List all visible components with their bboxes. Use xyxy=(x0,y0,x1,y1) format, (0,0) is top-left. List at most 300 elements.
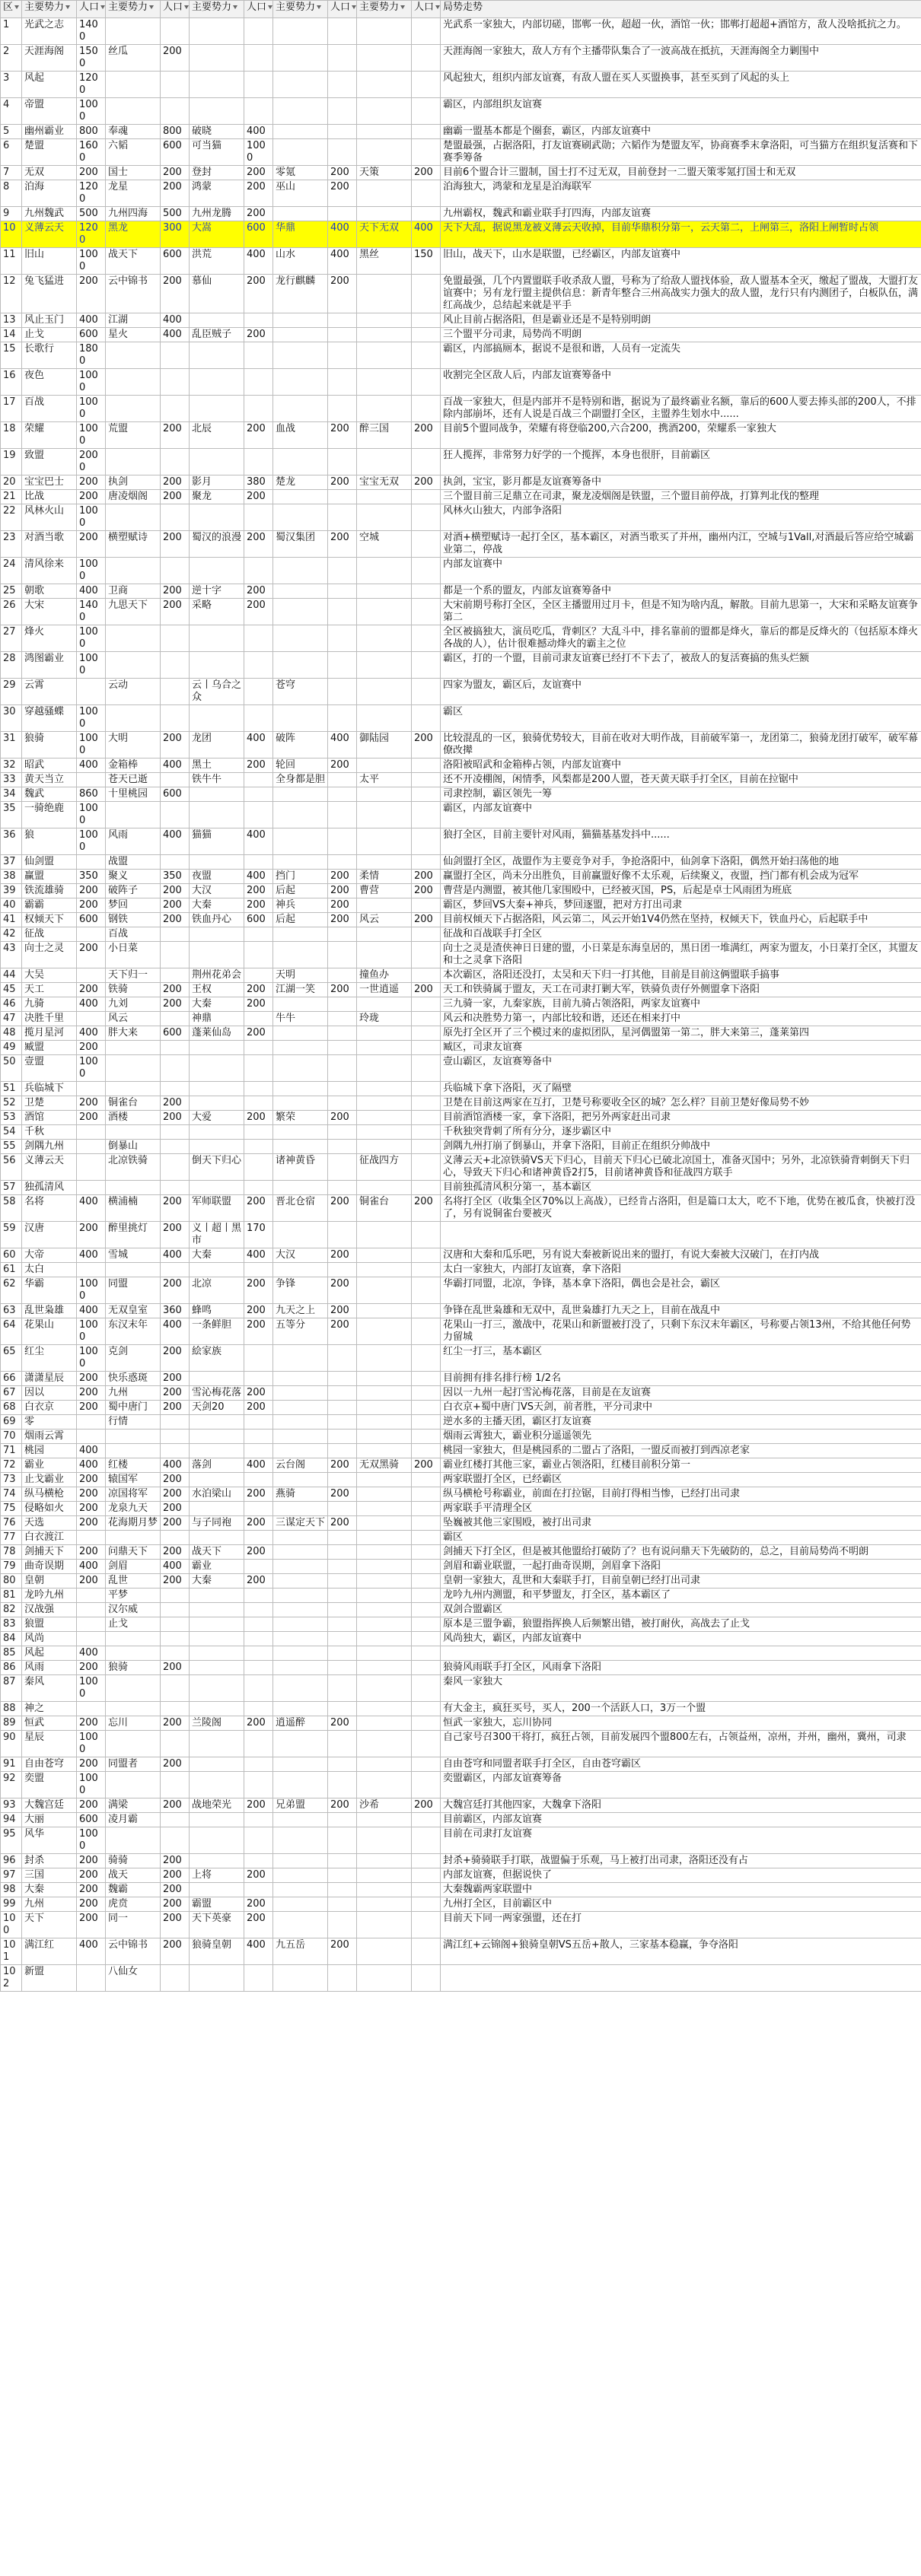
cell-population-4[interactable] xyxy=(328,942,357,968)
cell-population-5[interactable] xyxy=(412,828,441,855)
cell-faction-3[interactable]: 蜀汉的浪漫 xyxy=(190,531,244,558)
cell-region-id[interactable]: 14 xyxy=(1,328,22,342)
cell-population-1[interactable]: 1000 xyxy=(77,652,106,679)
cell-population-5[interactable] xyxy=(412,1082,441,1096)
cell-population-2[interactable] xyxy=(161,1181,190,1195)
cell-population-4[interactable]: 400 xyxy=(328,732,357,758)
cell-faction-2[interactable]: 苍天已逝 xyxy=(106,773,161,787)
cell-population-1[interactable] xyxy=(77,1125,106,1140)
cell-faction-1[interactable]: 铁流雄骑 xyxy=(22,884,77,898)
cell-situation[interactable]: 三个盟目前三足鼎立在司隶，聚龙凌烟阁是铁盟，三个盟目前停战，打算判北伐的整理 xyxy=(441,490,921,504)
cell-population-1[interactable]: 400 xyxy=(77,1248,106,1263)
cell-population-5[interactable] xyxy=(412,1055,441,1082)
cell-faction-1[interactable]: 大秦 xyxy=(22,1883,77,1897)
cell-faction-4[interactable] xyxy=(273,997,328,1012)
cell-faction-3[interactable] xyxy=(190,369,244,396)
cell-faction-1[interactable]: 霸霸 xyxy=(22,898,77,913)
cell-faction-3[interactable] xyxy=(190,558,244,584)
cell-faction-4[interactable] xyxy=(273,1757,328,1772)
cell-faction-4[interactable] xyxy=(273,1897,328,1912)
cell-population-1[interactable] xyxy=(77,773,106,787)
cell-population-1[interactable] xyxy=(77,1617,106,1632)
cell-population-2[interactable] xyxy=(161,1589,190,1603)
cell-faction-5[interactable] xyxy=(357,504,412,531)
cell-population-3[interactable] xyxy=(244,802,273,828)
cell-faction-5[interactable]: 撞鱼办 xyxy=(357,968,412,983)
cell-situation[interactable]: 征战和百战联手打全区 xyxy=(441,927,921,942)
cell-situation[interactable]: 三九骑一家，九秦家族，目前九骑占领洛阳，两家友谊赛中 xyxy=(441,997,921,1012)
cell-faction-2[interactable] xyxy=(106,1675,161,1702)
cell-situation[interactable]: 光武系一家独大，内部切磋，邯郸一伙，超超一伙，酒馆一伙；邯郸打超超+酒馆方，敌人没啥抵抗之力。 xyxy=(441,18,921,45)
cell-faction-5[interactable] xyxy=(357,490,412,504)
cell-faction-1[interactable]: 自由苍穹 xyxy=(22,1757,77,1772)
cell-faction-2[interactable]: 战天 xyxy=(106,1868,161,1883)
cell-population-5[interactable] xyxy=(412,1938,441,1965)
cell-faction-5[interactable] xyxy=(357,1716,412,1731)
cell-population-2[interactable] xyxy=(161,449,190,475)
cell-population-4[interactable] xyxy=(328,1154,357,1181)
cell-situation[interactable]: 大宋前期号称打全区，全区主播盟用过月卡，但是不知为啥内乱，解散。目前九思第一，大宋和采略友谊赛争第二 xyxy=(441,599,921,625)
cell-population-4[interactable] xyxy=(328,1430,357,1444)
cell-faction-3[interactable] xyxy=(190,802,244,828)
cell-faction-1[interactable]: 权倾天下 xyxy=(22,913,77,927)
cell-region-id[interactable]: 95 xyxy=(1,1827,22,1854)
cell-region-id[interactable]: 79 xyxy=(1,1560,22,1574)
cell-region-id[interactable]: 49 xyxy=(1,1041,22,1055)
cell-faction-2[interactable]: 同盟者 xyxy=(106,1757,161,1772)
cell-population-3[interactable]: 200 xyxy=(244,1574,273,1589)
cell-situation[interactable]: 目前权倾天下占据洛阳，风云第二，风云开始1V4仍然在坚持，权倾天下，铁血丹心，后起联手中 xyxy=(441,913,921,927)
cell-population-5[interactable]: 200 xyxy=(412,913,441,927)
cell-population-1[interactable]: 200 xyxy=(77,884,106,898)
cell-population-3[interactable] xyxy=(244,1055,273,1082)
cell-population-4[interactable]: 400 xyxy=(328,221,357,248)
cell-faction-4[interactable] xyxy=(273,1661,328,1675)
cell-faction-5[interactable] xyxy=(357,1386,412,1401)
cell-region-id[interactable]: 23 xyxy=(1,531,22,558)
cell-population-3[interactable] xyxy=(244,558,273,584)
cell-faction-5[interactable] xyxy=(357,98,412,125)
cell-population-5[interactable] xyxy=(412,1304,441,1318)
cell-faction-4[interactable]: 争锋 xyxy=(273,1277,328,1304)
cell-population-3[interactable] xyxy=(244,1632,273,1646)
cell-faction-1[interactable]: 泊海 xyxy=(22,180,77,207)
cell-situation[interactable]: 百战一家独大，但是内部并不是特别和谐，据说为了最终霸业名额，靠后的600人要去捧头部的200人，不排除内部崩坏，还有人说是百战三个副盟打全区，主盟养生划水中...... xyxy=(441,396,921,422)
cell-faction-5[interactable] xyxy=(357,1545,412,1560)
cell-population-3[interactable] xyxy=(244,1813,273,1827)
cell-faction-5[interactable] xyxy=(357,1082,412,1096)
cell-population-4[interactable]: 200 xyxy=(328,1277,357,1304)
cell-situation[interactable]: 天下大乱，据说黑龙被义薄云天收掉，目前华鼎积分第一，云天第二，上闸第三，洛阳上闸暂时占领 xyxy=(441,221,921,248)
cell-population-2[interactable] xyxy=(161,968,190,983)
cell-faction-2[interactable]: 红楼 xyxy=(106,1458,161,1473)
cell-faction-1[interactable]: 风止玉门 xyxy=(22,313,77,328)
cell-faction-2[interactable]: 九思天下 xyxy=(106,599,161,625)
cell-faction-1[interactable]: 臧盟 xyxy=(22,1041,77,1055)
cell-population-5[interactable] xyxy=(412,1222,441,1248)
cell-region-id[interactable]: 9 xyxy=(1,207,22,221)
cell-population-3[interactable] xyxy=(244,45,273,72)
cell-faction-3[interactable]: 兰陵阁 xyxy=(190,1716,244,1731)
cell-faction-3[interactable] xyxy=(190,1965,244,1992)
header-cell-population-3[interactable]: 人口 xyxy=(244,1,273,18)
cell-faction-2[interactable]: 小日菜 xyxy=(106,942,161,968)
cell-population-1[interactable]: 400 xyxy=(77,1304,106,1318)
cell-population-3[interactable] xyxy=(244,942,273,968)
cell-faction-3[interactable] xyxy=(190,1675,244,1702)
cell-population-5[interactable] xyxy=(412,207,441,221)
cell-faction-2[interactable]: 卫商 xyxy=(106,584,161,599)
cell-faction-2[interactable]: 百战 xyxy=(106,927,161,942)
cell-faction-2[interactable]: 同盟 xyxy=(106,1277,161,1304)
cell-population-5[interactable] xyxy=(412,1012,441,1026)
cell-faction-5[interactable] xyxy=(357,1415,412,1430)
cell-situation[interactable]: 风起独大，组织内部友谊赛，有敌人盟在买人买盟换事，甚至买到了风起的头上 xyxy=(441,72,921,98)
cell-population-3[interactable]: 200 xyxy=(244,1516,273,1531)
cell-situation[interactable]: 四家为盟友，霸区后，友谊赛中 xyxy=(441,679,921,705)
cell-region-id[interactable]: 6 xyxy=(1,139,22,166)
cell-faction-3[interactable] xyxy=(190,942,244,968)
cell-population-5[interactable] xyxy=(412,1277,441,1304)
cell-population-2[interactable] xyxy=(161,1055,190,1082)
cell-faction-1[interactable]: 魏武 xyxy=(22,787,77,802)
cell-population-3[interactable] xyxy=(244,1041,273,1055)
cell-population-2[interactable]: 400 xyxy=(161,1318,190,1345)
cell-faction-1[interactable]: 新盟 xyxy=(22,1965,77,1992)
cell-population-1[interactable]: 400 xyxy=(77,1560,106,1574)
cell-population-1[interactable]: 1500 xyxy=(77,45,106,72)
cell-situation[interactable]: 狂人揽挥，非常努力好学的一个揽挥，本身也很肝，目前霸区 xyxy=(441,449,921,475)
cell-faction-1[interactable]: 乱世枭雄 xyxy=(22,1304,77,1318)
cell-faction-2[interactable]: 丝瓜 xyxy=(106,45,161,72)
cell-faction-5[interactable] xyxy=(357,1055,412,1082)
filter-dropdown-icon[interactable] xyxy=(65,5,70,9)
cell-situation[interactable]: 秦风一家独大 xyxy=(441,1675,921,1702)
cell-faction-5[interactable] xyxy=(357,1345,412,1372)
cell-region-id[interactable]: 92 xyxy=(1,1772,22,1798)
cell-population-1[interactable]: 1000 xyxy=(77,369,106,396)
cell-faction-5[interactable] xyxy=(357,1675,412,1702)
cell-region-id[interactable]: 89 xyxy=(1,1716,22,1731)
cell-faction-5[interactable]: 铜雀台 xyxy=(357,1195,412,1222)
cell-population-2[interactable]: 200 xyxy=(161,1545,190,1560)
cell-faction-1[interactable]: 帝盟 xyxy=(22,98,77,125)
cell-faction-4[interactable] xyxy=(273,1415,328,1430)
cell-situation[interactable]: 霸区，内部友谊赛中 xyxy=(441,802,921,828)
cell-faction-3[interactable] xyxy=(190,1415,244,1430)
cell-faction-5[interactable] xyxy=(357,1111,412,1125)
cell-population-5[interactable] xyxy=(412,1675,441,1702)
cell-population-2[interactable] xyxy=(161,1617,190,1632)
cell-population-4[interactable]: 200 xyxy=(328,475,357,490)
cell-population-3[interactable]: 400 xyxy=(244,248,273,275)
cell-faction-1[interactable]: 夜色 xyxy=(22,369,77,396)
cell-faction-2[interactable] xyxy=(106,504,161,531)
cell-faction-3[interactable] xyxy=(190,1589,244,1603)
cell-population-5[interactable] xyxy=(412,1632,441,1646)
cell-population-1[interactable]: 200 xyxy=(77,275,106,313)
cell-faction-3[interactable]: 神鼎 xyxy=(190,1012,244,1026)
cell-faction-1[interactable]: 烽火 xyxy=(22,625,77,652)
cell-region-id[interactable]: 101 xyxy=(1,1938,22,1965)
cell-region-id[interactable]: 24 xyxy=(1,558,22,584)
cell-faction-5[interactable] xyxy=(357,1868,412,1883)
cell-faction-4[interactable] xyxy=(273,1096,328,1111)
cell-situation[interactable]: 目前酒馆酒楼一家，拿下洛阳，把另外两家赶出司隶 xyxy=(441,1111,921,1125)
cell-population-3[interactable] xyxy=(244,1854,273,1868)
cell-population-1[interactable]: 200 xyxy=(77,1111,106,1125)
cell-population-4[interactable] xyxy=(328,369,357,396)
cell-faction-4[interactable] xyxy=(273,1965,328,1992)
cell-situation[interactable]: 泊海独大，鸿蒙和龙星是泊海联军 xyxy=(441,180,921,207)
cell-region-id[interactable]: 19 xyxy=(1,449,22,475)
cell-population-4[interactable] xyxy=(328,599,357,625)
cell-faction-2[interactable]: 花海期月梦 xyxy=(106,1516,161,1531)
cell-faction-4[interactable] xyxy=(273,1531,328,1545)
cell-population-4[interactable]: 200 xyxy=(328,531,357,558)
cell-population-3[interactable] xyxy=(244,927,273,942)
cell-region-id[interactable]: 65 xyxy=(1,1345,22,1372)
cell-population-2[interactable]: 200 xyxy=(161,584,190,599)
cell-region-id[interactable]: 91 xyxy=(1,1757,22,1772)
cell-population-4[interactable]: 200 xyxy=(328,1111,357,1125)
cell-population-4[interactable] xyxy=(328,449,357,475)
cell-situation[interactable]: 目前5个盟同战争，荣耀有将登临200,六合200，携酒200，荣耀系一家独大 xyxy=(441,422,921,449)
cell-population-4[interactable]: 200 xyxy=(328,1938,357,1965)
cell-population-3[interactable] xyxy=(244,1125,273,1140)
cell-faction-1[interactable]: 封杀 xyxy=(22,1854,77,1868)
cell-situation[interactable]: 比较混乱的一区，狼骑优势较大，目前在收对大明作战，目前破军第一，龙团第二，狼骑龙团打破军，破军幕僚改撵 xyxy=(441,732,921,758)
cell-faction-5[interactable] xyxy=(357,1661,412,1675)
cell-population-5[interactable] xyxy=(412,180,441,207)
cell-faction-1[interactable]: 皇朝 xyxy=(22,1574,77,1589)
cell-region-id[interactable]: 35 xyxy=(1,802,22,828)
cell-population-5[interactable] xyxy=(412,1545,441,1560)
cell-region-id[interactable]: 61 xyxy=(1,1263,22,1277)
cell-population-1[interactable]: 200 xyxy=(77,490,106,504)
cell-faction-3[interactable]: 落剑 xyxy=(190,1458,244,1473)
cell-population-4[interactable] xyxy=(328,1372,357,1386)
cell-faction-3[interactable]: 乱臣贼子 xyxy=(190,328,244,342)
cell-population-5[interactable] xyxy=(412,773,441,787)
cell-faction-4[interactable] xyxy=(273,342,328,369)
cell-region-id[interactable]: 12 xyxy=(1,275,22,313)
cell-situation[interactable]: 本次霸区，洛阳还没打，太吴和天下归一打其他，目前是目前这俩盟联手搞事 xyxy=(441,968,921,983)
cell-population-4[interactable] xyxy=(328,1661,357,1675)
cell-population-5[interactable] xyxy=(412,369,441,396)
cell-population-1[interactable]: 400 xyxy=(77,997,106,1012)
cell-region-id[interactable]: 17 xyxy=(1,396,22,422)
cell-population-4[interactable] xyxy=(328,927,357,942)
cell-faction-3[interactable]: 破晓 xyxy=(190,125,244,139)
cell-situation[interactable]: 烟雨云霄独大，霸业积分遥遥领先 xyxy=(441,1430,921,1444)
cell-situation[interactable]: 大秦魏霸两家联盟中 xyxy=(441,1883,921,1897)
cell-population-3[interactable]: 400 xyxy=(244,1248,273,1263)
cell-situation[interactable]: 曹营是内测盟，被其他几家围殴中，已经被灭国，PS，后起是卓士风雨团为班底 xyxy=(441,884,921,898)
cell-region-id[interactable]: 41 xyxy=(1,913,22,927)
cell-faction-5[interactable] xyxy=(357,369,412,396)
cell-population-4[interactable]: 200 xyxy=(328,1516,357,1531)
cell-faction-5[interactable]: 一世逍遥 xyxy=(357,983,412,997)
cell-region-id[interactable]: 42 xyxy=(1,927,22,942)
cell-population-1[interactable]: 1800 xyxy=(77,342,106,369)
cell-population-2[interactable]: 200 xyxy=(161,1386,190,1401)
cell-population-5[interactable] xyxy=(412,1111,441,1125)
cell-population-4[interactable] xyxy=(328,1041,357,1055)
cell-faction-2[interactable]: 奉魂 xyxy=(106,125,161,139)
cell-population-2[interactable]: 800 xyxy=(161,125,190,139)
cell-population-3[interactable]: 200 xyxy=(244,1545,273,1560)
cell-faction-1[interactable]: 义薄云天 xyxy=(22,221,77,248)
cell-faction-2[interactable]: 胖大来 xyxy=(106,1026,161,1041)
cell-faction-2[interactable]: 狼骑 xyxy=(106,1661,161,1675)
cell-population-2[interactable]: 200 xyxy=(161,1912,190,1938)
cell-population-2[interactable]: 200 xyxy=(161,490,190,504)
cell-faction-2[interactable]: 破阵子 xyxy=(106,884,161,898)
cell-region-id[interactable]: 76 xyxy=(1,1516,22,1531)
cell-faction-4[interactable]: 天明 xyxy=(273,968,328,983)
cell-situation[interactable] xyxy=(441,1965,921,1992)
cell-faction-3[interactable] xyxy=(190,1772,244,1798)
cell-faction-3[interactable] xyxy=(190,1883,244,1897)
cell-region-id[interactable]: 59 xyxy=(1,1222,22,1248)
cell-population-5[interactable] xyxy=(412,1589,441,1603)
cell-faction-4[interactable] xyxy=(273,942,328,968)
cell-population-3[interactable]: 200 xyxy=(244,1401,273,1415)
cell-faction-1[interactable]: 揽月星河 xyxy=(22,1026,77,1041)
cell-situation[interactable]: 花果山一打三，激战中，花果山和新盟被打没了，只剩下东汉末年霸区，号称要占领13州，不给其他任何势力留城 xyxy=(441,1318,921,1345)
cell-faction-4[interactable]: 苍穹 xyxy=(273,679,328,705)
cell-population-4[interactable] xyxy=(328,504,357,531)
cell-situation[interactable]: 霸区，打的一个盟，目前司隶友谊赛已经打不下去了，被敌人的复活赛搞的焦头烂额 xyxy=(441,652,921,679)
cell-population-5[interactable] xyxy=(412,679,441,705)
cell-population-3[interactable]: 200 xyxy=(244,599,273,625)
cell-faction-5[interactable] xyxy=(357,625,412,652)
cell-faction-5[interactable] xyxy=(357,855,412,870)
cell-faction-2[interactable]: 平梦 xyxy=(106,1589,161,1603)
cell-population-3[interactable]: 200 xyxy=(244,1026,273,1041)
cell-population-2[interactable]: 200 xyxy=(161,1096,190,1111)
filter-dropdown-icon[interactable] xyxy=(268,5,272,9)
cell-faction-1[interactable]: 风华 xyxy=(22,1827,77,1854)
cell-population-5[interactable] xyxy=(412,1125,441,1140)
cell-faction-1[interactable]: 对酒当歌 xyxy=(22,531,77,558)
cell-population-1[interactable]: 1000 xyxy=(77,802,106,828)
cell-population-1[interactable]: 1000 xyxy=(77,625,106,652)
cell-faction-2[interactable]: 八仙女 xyxy=(106,1965,161,1992)
cell-population-4[interactable] xyxy=(328,72,357,98)
cell-faction-2[interactable]: 辕国军 xyxy=(106,1473,161,1487)
cell-faction-4[interactable] xyxy=(273,1560,328,1574)
cell-population-4[interactable] xyxy=(328,1897,357,1912)
cell-region-id[interactable]: 85 xyxy=(1,1646,22,1661)
cell-population-1[interactable]: 1000 xyxy=(77,1345,106,1372)
cell-population-2[interactable]: 200 xyxy=(161,1401,190,1415)
cell-faction-2[interactable] xyxy=(106,1731,161,1757)
cell-situation[interactable]: 还不开凌棚阁，闲情季，风梨都是200人盟，苍天黄天联手打全区，目前在拉锯中 xyxy=(441,773,921,787)
cell-population-2[interactable]: 200 xyxy=(161,1502,190,1516)
cell-population-2[interactable] xyxy=(161,855,190,870)
cell-population-3[interactable]: 200 xyxy=(244,1897,273,1912)
cell-faction-3[interactable] xyxy=(190,927,244,942)
cell-population-4[interactable]: 200 xyxy=(328,913,357,927)
cell-faction-4[interactable] xyxy=(273,1827,328,1854)
cell-faction-1[interactable]: 花果山 xyxy=(22,1318,77,1345)
cell-population-5[interactable] xyxy=(412,139,441,166)
cell-faction-3[interactable] xyxy=(190,787,244,802)
cell-population-1[interactable]: 200 xyxy=(77,1661,106,1675)
cell-population-4[interactable] xyxy=(328,45,357,72)
cell-population-1[interactable] xyxy=(77,1154,106,1181)
cell-faction-4[interactable]: 逍遥醉 xyxy=(273,1716,328,1731)
cell-faction-4[interactable]: 诸神黄昏 xyxy=(273,1154,328,1181)
cell-population-1[interactable]: 200 xyxy=(77,1372,106,1386)
cell-population-5[interactable] xyxy=(412,1965,441,1992)
cell-population-4[interactable] xyxy=(328,1125,357,1140)
cell-faction-2[interactable]: 横塑赋诗 xyxy=(106,531,161,558)
cell-population-5[interactable] xyxy=(412,1473,441,1487)
cell-population-1[interactable]: 600 xyxy=(77,913,106,927)
cell-population-2[interactable]: 600 xyxy=(161,787,190,802)
cell-population-1[interactable]: 400 xyxy=(77,758,106,773)
cell-population-1[interactable]: 200 xyxy=(77,475,106,490)
cell-population-2[interactable] xyxy=(161,1813,190,1827)
cell-population-1[interactable] xyxy=(77,1012,106,1026)
cell-faction-4[interactable] xyxy=(273,396,328,422)
cell-population-3[interactable]: 200 xyxy=(244,1318,273,1345)
cell-faction-4[interactable]: 三谋定天下 xyxy=(273,1516,328,1531)
cell-population-4[interactable]: 200 xyxy=(328,275,357,313)
cell-population-2[interactable] xyxy=(161,1012,190,1026)
cell-situation[interactable]: 满江红+云锦阁+狼骑皇朝VS五岳+散人，三家基本稳赢，争夺洛阳 xyxy=(441,1938,921,1965)
cell-population-1[interactable]: 400 xyxy=(77,1026,106,1041)
filter-dropdown-icon[interactable] xyxy=(435,5,440,9)
cell-faction-4[interactable] xyxy=(273,369,328,396)
cell-faction-5[interactable]: 天策 xyxy=(357,166,412,180)
cell-faction-2[interactable]: 风雨 xyxy=(106,828,161,855)
cell-faction-1[interactable]: 风雨 xyxy=(22,1661,77,1675)
cell-faction-5[interactable]: 空城 xyxy=(357,531,412,558)
cell-population-1[interactable]: 1000 xyxy=(77,1772,106,1798)
cell-population-4[interactable] xyxy=(328,1055,357,1082)
cell-faction-4[interactable] xyxy=(273,1263,328,1277)
cell-population-4[interactable]: 400 xyxy=(328,248,357,275)
cell-population-3[interactable] xyxy=(244,72,273,98)
cell-faction-3[interactable]: 夜盟 xyxy=(190,870,244,884)
cell-faction-4[interactable] xyxy=(273,1854,328,1868)
header-cell-faction-5[interactable]: 主要势力 xyxy=(357,1,412,18)
cell-faction-2[interactable]: 战天下 xyxy=(106,248,161,275)
cell-population-2[interactable] xyxy=(161,342,190,369)
cell-population-3[interactable]: 200 xyxy=(244,983,273,997)
cell-faction-5[interactable] xyxy=(357,1883,412,1897)
cell-population-1[interactable] xyxy=(77,968,106,983)
cell-faction-1[interactable]: 零 xyxy=(22,1415,77,1430)
cell-population-2[interactable]: 200 xyxy=(161,1195,190,1222)
cell-population-5[interactable] xyxy=(412,1372,441,1386)
cell-faction-4[interactable] xyxy=(273,1675,328,1702)
cell-population-3[interactable] xyxy=(244,679,273,705)
cell-region-id[interactable]: 77 xyxy=(1,1531,22,1545)
cell-population-1[interactable] xyxy=(77,927,106,942)
cell-faction-1[interactable]: 壹盟 xyxy=(22,1055,77,1082)
cell-faction-4[interactable]: 破阵 xyxy=(273,732,328,758)
cell-situation[interactable]: 原本是三盟争霸，狼盟指挥换人后频繁出错，被打耐伙，高战去了止戈 xyxy=(441,1617,921,1632)
cell-population-5[interactable] xyxy=(412,1617,441,1632)
cell-population-3[interactable]: 200 xyxy=(244,207,273,221)
cell-population-3[interactable]: 200 xyxy=(244,166,273,180)
cell-population-2[interactable] xyxy=(161,802,190,828)
